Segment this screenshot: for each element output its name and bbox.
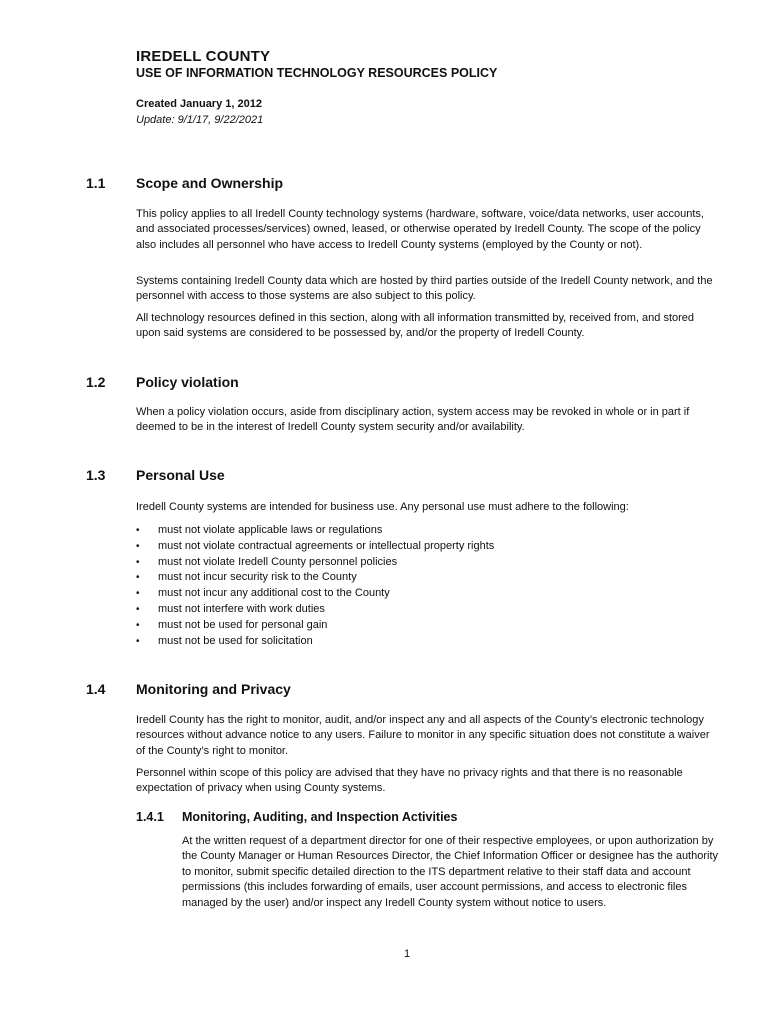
list-item: • must not violate applicable laws or regulations [136, 523, 716, 539]
list-item: • must not incur security risk to the County [136, 570, 716, 586]
bullet-icon: • [136, 540, 140, 552]
bullet-icon: • [136, 572, 140, 584]
created-date: Created January 1, 2012 [136, 98, 262, 110]
personal-use-bullet-list [136, 523, 716, 649]
bullet-icon: • [136, 525, 140, 536]
document-policy-title: USE OF INFORMATION TECHNOLOGY RESOURCES POLICY [136, 66, 498, 80]
page-number: 1 [403, 948, 411, 960]
section-title: Policy violation [136, 374, 239, 390]
section-number: 1.2 [86, 374, 106, 390]
section-title: Personal Use [136, 467, 225, 483]
section-paragraph: Personnel within scope of this policy are advised that they have no privacy rights and that there is no reasonable expectation of privacy when using County systems. [136, 767, 683, 795]
section-paragraph: All technology resources defined in this section, along with all information transmitted by, received from, and stored upon said systems are considered to be possessed by, and/or the property of Iredell County. [136, 312, 695, 340]
list-item: • must not be used for solicitation [136, 634, 716, 650]
section-paragraph: When a policy violation occurs, aside from disciplinary action, system access may be revoked in whole or in part if deemed to be in the interest of Iredell County system security and/or availability. [136, 406, 690, 434]
list-item: • must not interfere with work duties [136, 602, 716, 618]
bullet-icon: • [136, 619, 140, 631]
document-county-title: IREDELL COUNTY [136, 48, 271, 65]
subsection-title: Monitoring, Auditing, and Inspection Activities [182, 810, 458, 824]
bullet-icon: • [136, 556, 140, 568]
section-title: Monitoring and Privacy [136, 681, 291, 697]
list-item: • must not violate contractual agreements or intellectual property rights [136, 539, 716, 555]
bullet-icon: • [136, 588, 140, 600]
section-intro: Iredell County systems are intended for business use. Any personal use must adhere to the following: [136, 501, 629, 513]
section-number: 1.4 [86, 681, 106, 697]
subsection-paragraph: At the written request of a department director for one of their respective employees, or upon authorization by the County Manager or Human Resources Director, the Chief Information Officer or designee has the authority to monitor, submit specific detailed direction to the ITS department relative to their staff data and account permissions (this includes forwarding of emails, user account permissions, and access to electronic files managed by the user) and/or inspect any Iredell County system without notice to users. [182, 835, 719, 909]
section-paragraph: Systems containing Iredell County data which are hosted by third parties outside of the Iredell County network, and the personnel with access to those systems are also subject to this policy. [136, 275, 713, 303]
section-number: 1.3 [86, 467, 106, 483]
list-item: • must not incur any additional cost to the County [136, 586, 716, 602]
section-title: Scope and Ownership [136, 175, 284, 191]
bullet-icon: • [136, 635, 140, 647]
subsection-number: 1.4.1 [136, 810, 164, 824]
update-dates: Update: 9/1/17, 9/22/2021 [136, 114, 264, 126]
list-item: • must not be used for personal gain [136, 618, 716, 634]
section-paragraph: Iredell County has the right to monitor, audit, and/or inspect any and all aspects of the County’s electronic technology resources without advance notice to any users. Failure to monitor in any specific situation does not constitute a waiver of the County’s right to monitor. [136, 714, 710, 757]
section-paragraph: This policy applies to all Iredell County technology systems (hardware, software, voice/data networks, user accounts, and associated processes/services) owned, leased, or otherwise operated by Iredell County. The scope of the policy also includes all personnel who have access to Iredell County systems (employed by the County or not). [136, 208, 704, 251]
section-number: 1.1 [86, 175, 106, 191]
list-item: • must not violate Iredell County personnel policies [136, 555, 716, 571]
bullet-icon: • [136, 603, 140, 615]
